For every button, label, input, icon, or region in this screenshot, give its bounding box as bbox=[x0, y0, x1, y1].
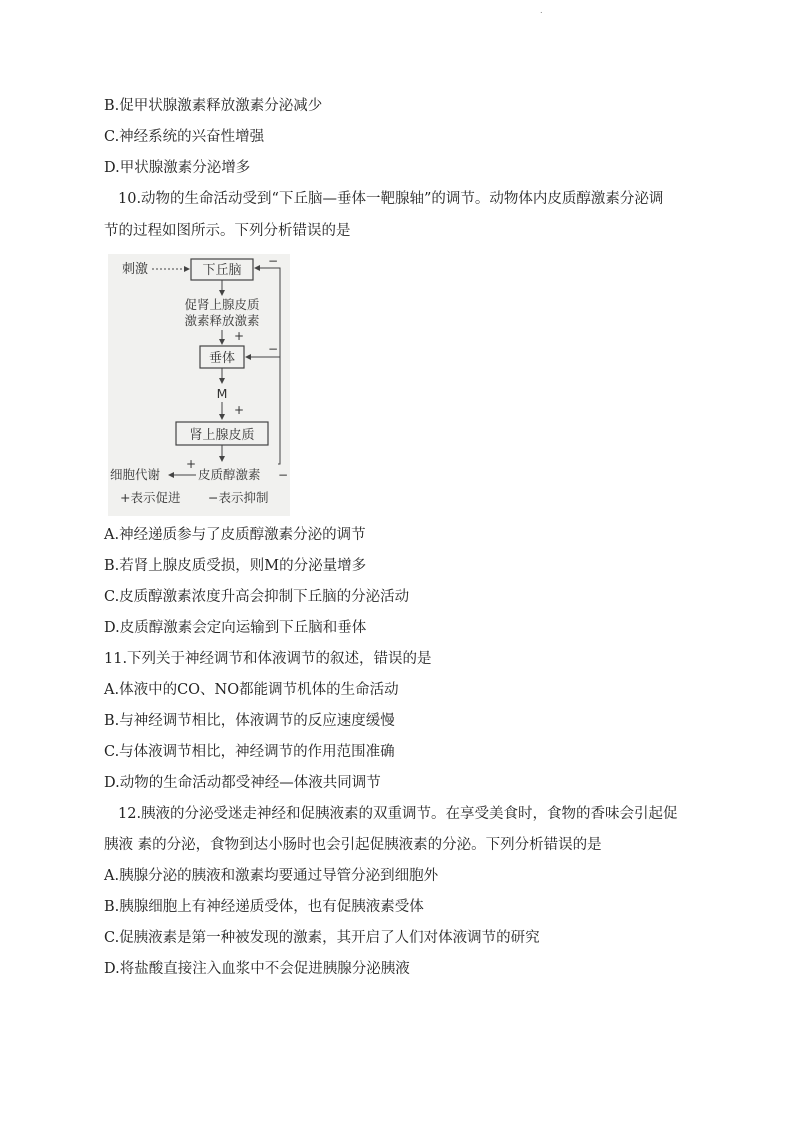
minus-pituitary: − bbox=[268, 342, 279, 356]
diagram-svg bbox=[108, 254, 290, 516]
arrowhead-4 bbox=[219, 414, 225, 420]
adrenal-cortex-label: 肾上腺皮质 bbox=[189, 428, 255, 443]
arrowhead-3 bbox=[219, 378, 225, 384]
question-11-stem: 11.下列关于神经调节和体液调节的叙述，错误的是 bbox=[104, 651, 432, 667]
arrowhead-2 bbox=[219, 339, 225, 345]
option-10c: C.皮质醇激素浓度升高会抑制下丘脑的分泌活动 bbox=[104, 589, 410, 605]
option-10a: A.神经递质参与了皮质醇激素分泌的调节 bbox=[104, 527, 366, 543]
crh-label-2: 激素释放激素 bbox=[184, 313, 260, 328]
legend-promote: +表示促进 bbox=[120, 490, 181, 505]
option-12d: D.将盐酸直接注入血浆中不会促进胰腺分泌胰液 bbox=[104, 961, 410, 977]
stimulus-arrowhead bbox=[184, 266, 190, 272]
plus-1: + bbox=[234, 329, 245, 343]
question-10-stem: 10.动物的生命活动受到“下丘脑—垂体一靶腺轴”的调节。动物体内皮质醇激素分泌调 bbox=[118, 191, 664, 207]
plus-3: + bbox=[186, 457, 197, 471]
minus-hypothalamus: − bbox=[268, 254, 279, 268]
option-12a: A.胰腺分泌的胰液和激素均要通过导管分泌到细胞外 bbox=[104, 868, 439, 884]
option-10d: D.皮质醇激素会定向运输到下丘脑和垂体 bbox=[104, 620, 367, 636]
option-9d: D.甲状腺激素分泌增多 bbox=[104, 160, 251, 176]
option-12c: C.促胰液素是第一种被发现的激素，其开启了人们对体液调节的研究 bbox=[104, 930, 540, 946]
feedback-line-hypothalamus bbox=[258, 268, 280, 464]
option-11a: A.体液中的CO、NO都能调节机体的生命活动 bbox=[104, 682, 399, 698]
plus-2: + bbox=[234, 403, 245, 417]
question-12-stem: 12.胰液的分泌受迷走神经和促胰液素的双重调节。在享受美食时，食物的香味会引起促 bbox=[118, 806, 678, 822]
option-11d: D.动物的生命活动都受神经—体液共同调节 bbox=[104, 775, 381, 791]
option-11b: B.与神经调节相比，体液调节的反应速度缓慢 bbox=[104, 713, 395, 729]
page-mark: . bbox=[540, 6, 543, 15]
minus-cortisol: − bbox=[278, 468, 289, 482]
cortisol-regulation-diagram bbox=[108, 254, 290, 516]
option-11c: C.与体液调节相比，神经调节的作用范围准确 bbox=[104, 744, 395, 760]
hypothalamus-label: 下丘脑 bbox=[202, 263, 242, 278]
cell-metabolism-label: 细胞代谢 bbox=[110, 467, 161, 482]
m-label: M bbox=[216, 386, 228, 401]
arrowhead-6 bbox=[168, 472, 174, 478]
option-12b: B.胰腺细胞上有神经递质受体，也有促胰液素受体 bbox=[104, 899, 424, 915]
arrowhead-5 bbox=[219, 456, 225, 462]
crh-label-1: 促肾上腺皮质 bbox=[184, 297, 260, 312]
arrowhead-1 bbox=[219, 290, 225, 296]
legend-inhibit: −表示抑制 bbox=[208, 490, 269, 505]
pituitary-label: 垂体 bbox=[208, 351, 236, 366]
question-10-stem-cont: 节的过程如图所示。下列分析错误的是 bbox=[104, 223, 351, 239]
option-9b: B.促甲状腺激素释放激素分泌减少 bbox=[104, 98, 323, 114]
option-10b: B.若肾上腺皮质受损，则M的分泌量增多 bbox=[104, 558, 367, 574]
question-12-stem-cont: 胰液 素的分泌，食物到达小肠时也会引起促胰液素的分泌。下列分析错误的是 bbox=[104, 837, 602, 853]
feedback-arrowhead-hypothalamus bbox=[254, 265, 260, 271]
feedback-arrowhead-pituitary bbox=[245, 354, 251, 360]
cortisol-label: 皮质醇激素 bbox=[198, 467, 261, 482]
stimulus-label: 刺激 bbox=[122, 262, 149, 277]
option-9c: C.神经系统的兴奋性增强 bbox=[104, 129, 265, 145]
